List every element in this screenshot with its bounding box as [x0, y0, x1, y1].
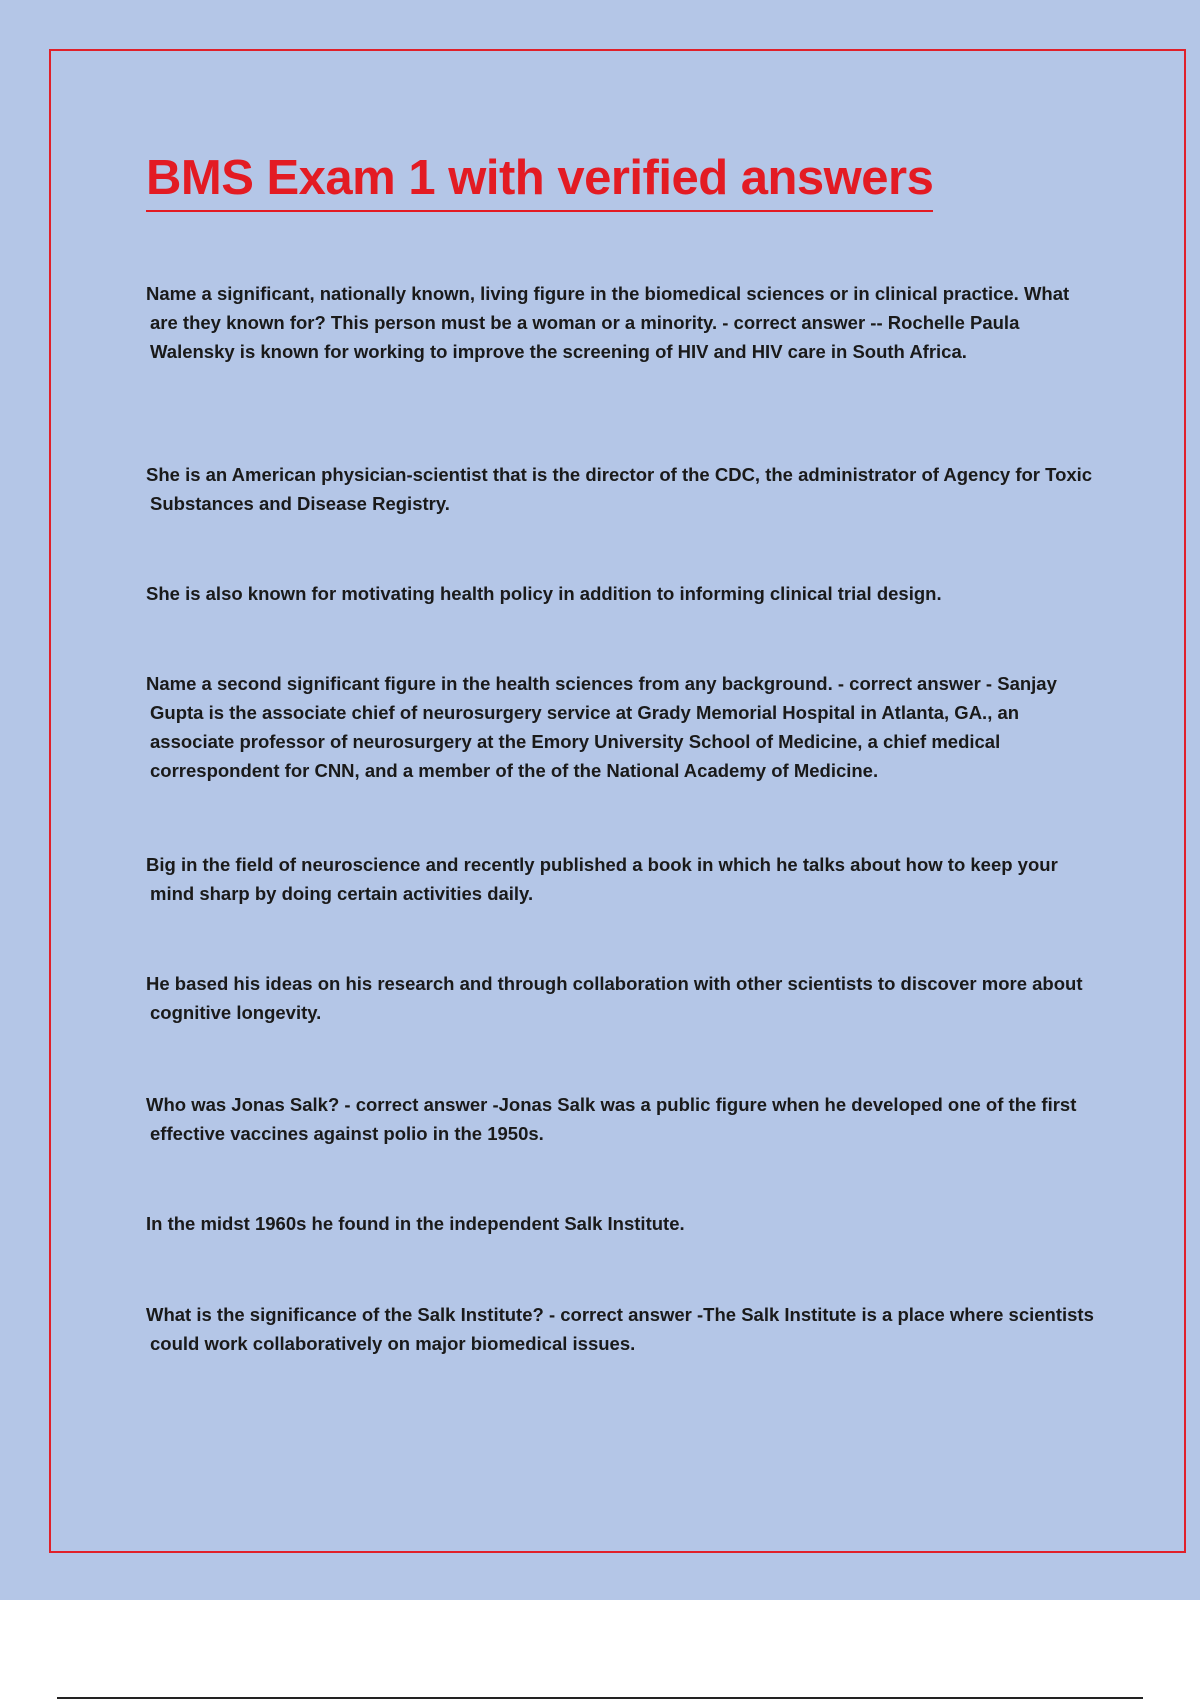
- paragraph-walensky-cdc: She is an American physician-scientist that is the director of the CDC, the administrator of Agency for Toxic Substances and Disease Registry.: [146, 464, 1093, 514]
- paragraph-salk-institute-significance: What is the significance of the Salk Institute? - correct answer -The Salk Institute is a place where scientists could work collaboratively on major biomedical issues.: [146, 1304, 1094, 1354]
- paragraph-walensky-question: Name a significant, nationally known, living figure in the biomedical sciences or in clinical practice. What are they known for? This person must be a woman or a minority. - correct answer -- Rochelle Paula Walensky is known for working to improve the screening of HIV and HIV care in South Africa.: [146, 283, 1070, 362]
- paragraph-gupta-research: He based his ideas on his research and through collaboration with other scientists to discover more about cognitive longevity.: [146, 973, 1083, 1023]
- paragraph-salk-institute-founding: In the midst 1960s he found in the independent Salk Institute.: [146, 1213, 685, 1234]
- paragraph-gupta-question: Name a second significant figure in the health sciences from any background. - correct answer - Sanjay Gupta is the associate chief of neurosurgery service at Grady Memorial Hospital in Atlanta, GA., an associate professor of neurosurgery at the Emory University School of Medicine, a chief medical correspondent for CNN, and a member of the of the National Academy of Medicine.: [146, 673, 1057, 781]
- bottom-divider: [57, 1697, 1143, 1699]
- document-title: BMS Exam 1 with verified answers: [146, 148, 933, 212]
- paragraph-salk-question: Who was Jonas Salk? - correct answer -Jonas Salk was a public figure when he developed one of the first effective vaccines against polio in the 1950s.: [146, 1094, 1077, 1144]
- paragraph-walensky-policy: She is also known for motivating health policy in addition to informing clinical trial design.: [146, 583, 942, 604]
- paragraph-gupta-neuroscience: Big in the field of neuroscience and recently published a book in which he talks about how to keep your mind sharp by doing certain activities daily.: [146, 854, 1058, 904]
